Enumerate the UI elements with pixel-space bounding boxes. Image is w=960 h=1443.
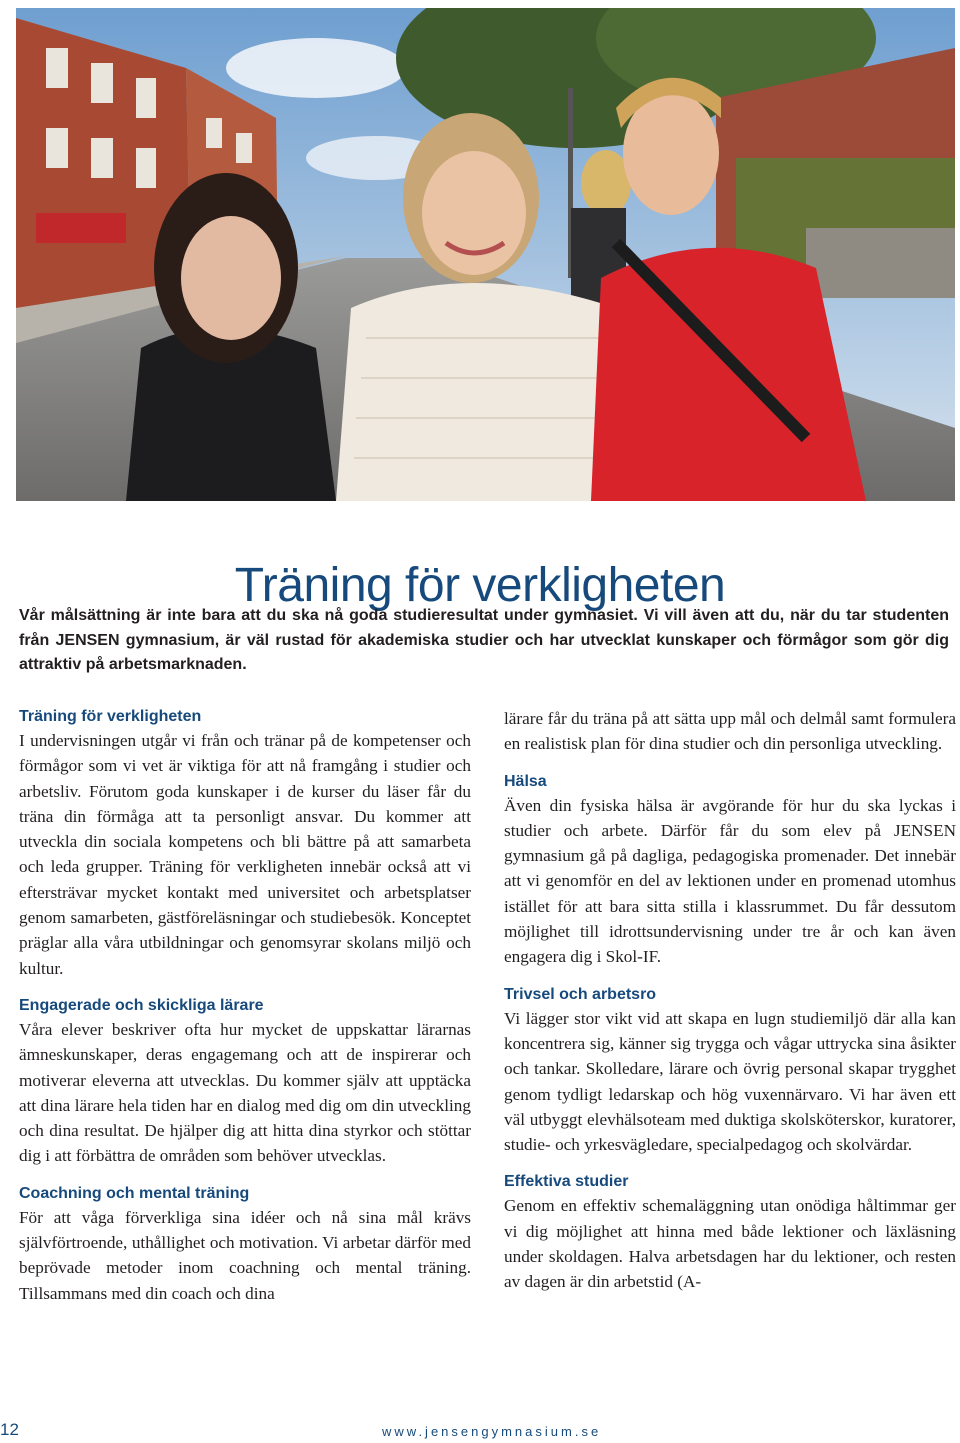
- section-body: Även din fysiska hälsa är avgörande för hur du ska lyckas i studier och arbete. Därför får du som elev på JENSEN gymnasium gå på dagliga, pedagogiska promenader. Det innebär att vi genomför en del av lektionen under en promenad utomhus istället för att bara sitta stilla i klassrummet. Du får dessutom möjlighet till idrottsundervisning under tre år och kan även engagera dig i Skol-IF.: [504, 795, 956, 967]
- section-body: I undervisningen utgår vi från och tränar på de kompetenser och förmågor som vi vet är viktiga för att nå framgång i studier och arbetsliv. Förutom goda kunskaper i de kurser du läser får du träna din förmåga att ta personligt ansvar. Du kommer att utveckla din sociala kompetens och bli bättre på att samarbeta och leda grupper. Träning för verkligheten innebär också att vi eftersträvar mycket kontakt med universitet och arbetsplatser genom samarbeten, gästföreläsningar och studiebesök. Konceptet präglar alla våra utbildningar och genomsyrar skolans miljö och kultur.: [19, 731, 471, 978]
- section-training: [19, 706, 471, 981]
- street-scene-illustration: [16, 8, 955, 501]
- website-link[interactable]: www.jensengymnasium.se: [382, 1424, 602, 1439]
- section-effective-studies: [504, 1171, 956, 1294]
- section-teachers: [19, 995, 471, 1169]
- page-title: Träning för verkligheten: [234, 559, 726, 613]
- section-heading: Trivsel och arbetsro: [504, 985, 657, 1003]
- section-body: Våra elever beskriver ofta hur mycket de uppskattar lärarnas ämneskunskaper, deras engagemang och att de inspirerar och motiverar eleverna att utvecklas. Du kommer själv att upptäcka att dina lärare hela tiden har en dialog med dig om din utveckling och dina resultat. De hjälper dig att hitta dina styrkor och stöttar dig i att förbättra de områden som behöver utvecklas.: [19, 1019, 471, 1166]
- section-body: Genom en effektiv schemaläggning utan onödiga håltimmar ger vi dig möjlighet att hinna med både lektioner och läxläsning under skoldagen. Halva arbetsdagen har du lektioner, och resten av dagen är din arbetstid (A-: [504, 1196, 956, 1292]
- section-coaching-continued: [504, 706, 956, 757]
- section-body: För att våga förverkliga sina idéer och nå sina mål krävs självförtroende, uthållighet och motivation. Vi arbetar därför med beprövade metoder inom coachning och mental träning. Tillsammans med din coach och dina: [19, 1207, 471, 1303]
- section-heading: Hälsa: [504, 772, 547, 790]
- section-heading: Effektiva studier: [504, 1173, 629, 1191]
- right-column: [504, 706, 956, 1295]
- section-health: [504, 771, 956, 970]
- section-body: Vi lägger stor vikt vid att skapa en lugn studiemiljö där alla kan koncentrera sig, känner sig trygga och vågar uttrycka sina åsikter och tankar. Skolledare, lärare och övrig personal skapar trygghet genom tydligt ledarskap och hög vuxennärvaro. Vi har även ett väl utbyggt elevhälsoteam med duktiga skolsköterskor, kuratorer, studie- och yrkesvägledare, specialpedagog och skolvärdar.: [504, 1008, 956, 1155]
- intro-paragraph: Vår målsättning är inte bara att du ska nå goda studieresultat under gymnasiet. Vi vill även att du, när du tar studenten från JENSEN gymnasium, är väl rustad för akademiska studier och har utvecklat kunskaper och förmågor som gör dig attraktiv på arbetsmarknaden.: [19, 607, 949, 673]
- section-heading: Träning för verkligheten: [19, 708, 202, 725]
- section-body: lärare får du träna på att sätta upp mål och delmål samt formulera en realistisk plan för dina studier och din personliga utveckling.: [504, 709, 956, 754]
- section-coaching: [19, 1183, 471, 1306]
- section-wellbeing: [504, 984, 956, 1158]
- page-number: 12: [0, 1420, 19, 1439]
- header-photo: [16, 8, 955, 501]
- left-column: [19, 706, 471, 1306]
- section-heading: Coachning och mental träning: [19, 1184, 250, 1202]
- section-heading: Engagerade och skickliga lärare: [19, 996, 264, 1014]
